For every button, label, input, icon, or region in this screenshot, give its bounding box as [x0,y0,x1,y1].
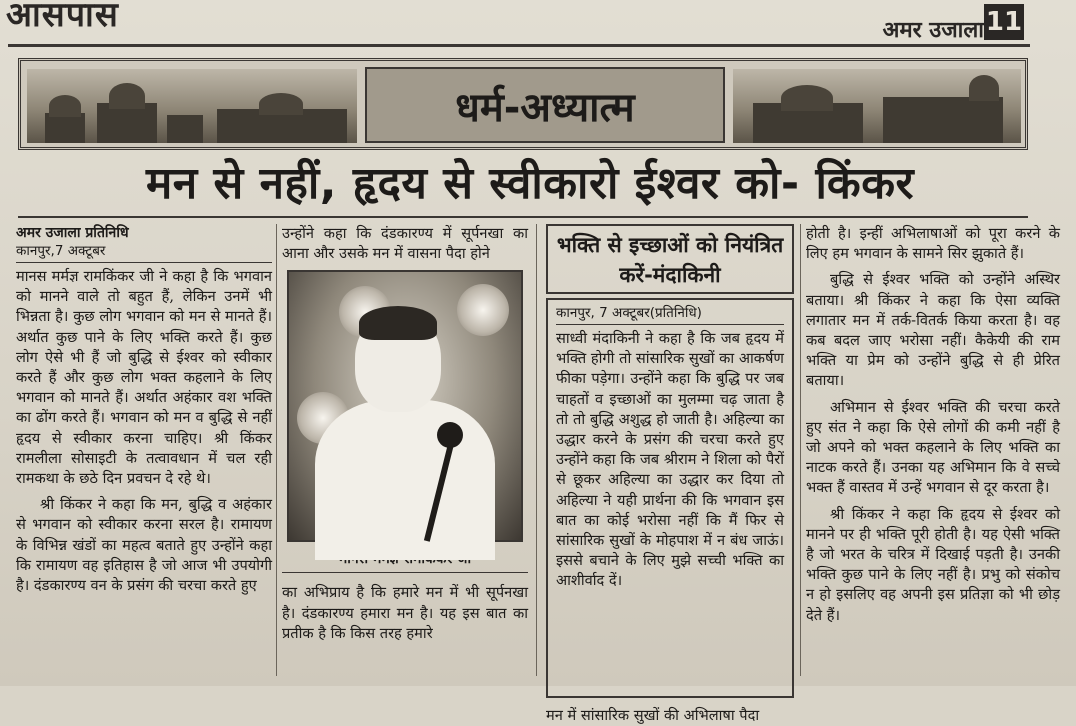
paragraph: अभिमान से ईश्वर भक्ति की चरचा करते हुए संत ने कहा कि ऐसे लोगों की कमी नहीं है जो अपने को भक्त कहलाने के लिए भक्ति का नाटक करते हैं। उनका यह अभिमान कि वे सच्चे भक्त हैं वास्तव में उन्हें भगवान से दूर करता है। [806,398,1060,497]
continuation-text: मन में सांसारिक सुखों की अभिलाषा पैदा [546,707,760,724]
article-column-1 [16,224,272,684]
paragraph: श्री किंकर ने कहा कि मन, बुद्धि व अहंकार से भगवान को स्वीकार करना सरल है। रामायण के विभिन्न खंडों का महत्व बताते हुए उन्होंने कहा कि रामायण वह इतिहास है जो आज भी उपयोगी है। दंडकारण्य वन के प्रसंग की चरचा करते हुए [16,496,272,595]
section-title: धर्म-अध्यात्म [365,67,725,143]
paragraph: श्री किंकर ने कहा कि हृदय से ईश्वर को मानने पर ही भक्ति पूरी होती है। यह ऐसी भक्ति है जो भरत के चरित्र में दिखाई पड़ती है। उनकी भक्ति कुछ पाने के लिए नहीं है। प्रभु को संकोच न हो इसलिए वह अपनी इस प्रतिज्ञा को भी छोड़ देते हैं। [806,505,1060,624]
article-column-4 [806,224,1060,684]
section-banner [18,58,1028,150]
temple-photo-left [27,69,357,143]
newspaper-brand: अमर उजाला [882,18,984,43]
column-divider [276,224,277,676]
masthead-rule [8,44,1030,47]
paragraph: होती है। इन्हीं अभिलाषाओं को पूरा करने के लिए हम भगवान के सामने सिर झुकाते हैं। [806,225,1060,263]
speaker-photo [287,270,523,542]
page-number: 11 [984,4,1024,40]
dateline: कानपुर,7 अक्टूबर [16,242,272,263]
temple-photo-right [733,69,1021,143]
headline-rule [18,216,1028,218]
main-headline: मन से नहीं, हृदय से स्वीकारो ईश्वर को- किंकर [146,158,914,209]
boxed-story-dateline: कानपुर, 7 अक्टूबर(प्रतिनिधि) [556,304,784,325]
paragraph: मानस मर्मज्ञ रामकिंकर जी ने कहा है कि भगवान को मानने वाले तो बहुत हैं, लेकिन उनमें भी भिन्नता है। कुछ लोग भगवान को मन से मानते हैं। अर्थात कुछ पाने के लिए भक्ति करते हैं। कुछ लोग ऐसे भी हैं जो बुद्धि से ईश्वर को स्वीकार करते हैं और कुछ लोग भक्त कहलाने के लिए भगवान को मानते हैं। अर्थात अहंकार वश भक्ति का ढोंग करते हैं। भगवान को मन व बुद्धि से नहीं हृदय से स्वीकार करना चाहिए। श्री किंकर रामलीला सोसाइटी के तत्वावधान में चल रही रामकथा के छठे दिन प्रवचन दे रहे थे। [16,268,272,488]
byline: अमर उजाला प्रतिनिधि [16,225,129,241]
boxed-story-body [546,298,794,698]
paragraph: का अभिप्राय है कि हमारे मन में भी सूर्पनखा है। दंडकारण्य हमारा मन है। यह इस बात का प्रतीक है कि किस तरह हमारे [282,584,528,642]
column-divider [536,224,537,676]
section-name: आसपास [6,0,119,35]
paragraph: साध्वी मंदाकिनी ने कहा है कि जब हृदय में भक्ति होगी तो सांसारिक सुखों का आकर्षण फीका पड़ेगा। उन्होंने कहा कि बुद्धि पर जब चाहतों व इच्छाओं का मुलम्मा चढ़ जाता है तो तो बुद्धि अशुद्ध हो जाती है। अहिल्या का उद्धार करने के प्रसंग की चरचा करते हुए उन्होंने कहा कि जब श्रीराम ने शिला को पैरों से छूकर अहिल्या का उद्धार कर दिया तो अहिल्या ने यही प्रार्थना की कि भगवान इस बात का कोई भरोसा नहीं कि मैं फिर से सांसारिक सुखों के मोहपाश में न बंध जाऊं। इससे बचाने के लिए मुझे सच्ची भक्ति का आशीर्वाद दें। [556,330,784,590]
boxed-story-headline: भक्ति से इच्छाओं को नियंत्रित करें-मंदाकिनी [546,224,794,294]
boxed-story [546,224,794,724]
paragraph: बुद्धि से ईश्वर भक्ति को उन्होंने अस्थिर बताया। श्री किंकर ने कहा कि ऐसा व्यक्ति लगातार मन में तर्क-वितर्क किया करता है। वह कब बदल जाए भरोसा नहीं। कैकेयी की राम भक्ति या प्रेम को उन्होंने बुद्धि से ही प्रेरित बताया। [806,271,1060,390]
article-column-2 [282,224,528,684]
paragraph: उन्होंने कहा कि दंडकारण्य में सूर्पनखा का आना और उसके मन में वासना पैदा होने [282,225,528,263]
column-divider [800,224,801,676]
